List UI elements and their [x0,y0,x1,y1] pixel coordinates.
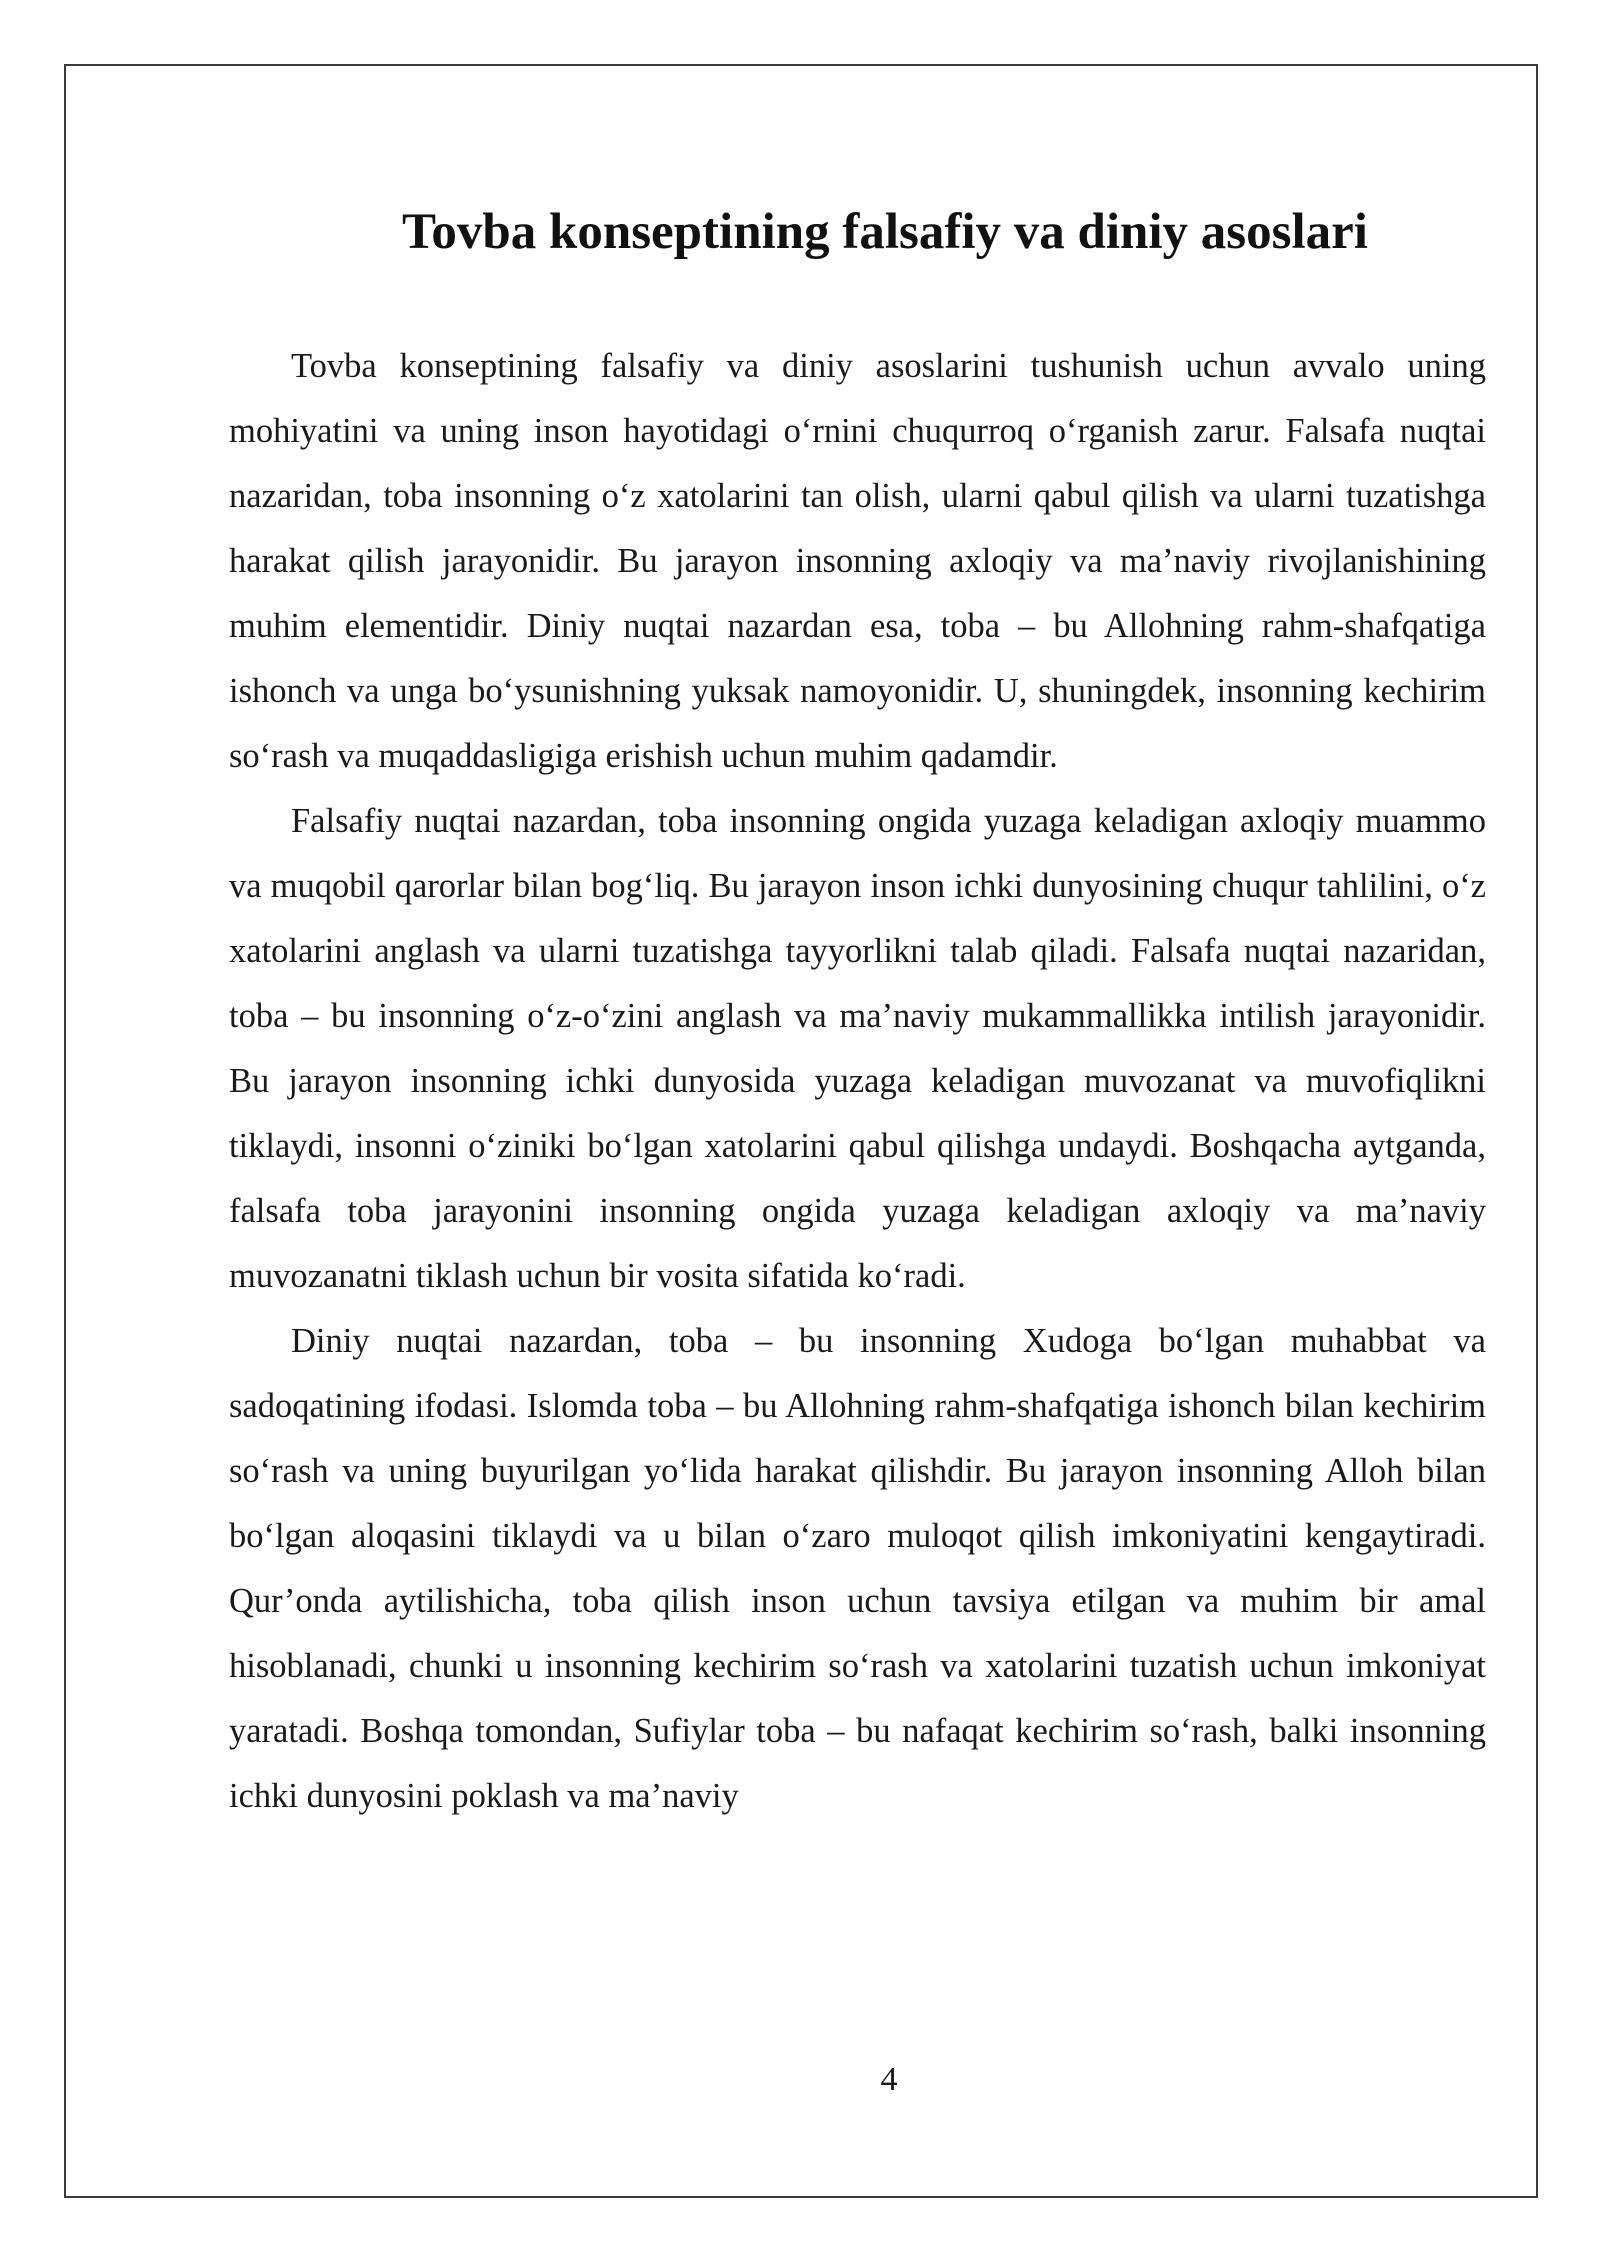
paragraph-3: Diniy nuqtai nazardan, toba – bu insonning Xudoga bo‘lgan muhabbat va sadoqatining ifodasi. Islomda toba – bu Allohning rahm-shafqatiga ishonch bilan kechirim so‘rash va uning buyurilgan yo‘lida harakat qilishdir. Bu jarayon insonning Alloh bilan bo‘lgan aloqasini tiklaydi va u bilan o‘zaro muloqot qilish imkoniyatini kengaytiradi. Qur’onda aytilishicha, toba qilish inson uchun tavsiya etilgan va muhim bir amal hisoblanadi, chunki u insonning kechirim so‘rash va xatolarini tuzatish uchun imkoniyat yaratadi. Boshqa tomondan, Sufiylar toba – bu nafaqat kechirim so‘rash, balki insonning ichki dunyosini poklash va ma’naviy [229,1322,1486,1815]
page-number: 4 [880,2061,898,2098]
body-text [229,334,1486,1829]
paragraph-1: Tovba konseptining falsafiy va diniy asoslarini tushunish uchun avvalo uning mohiyatini va uning inson hayotidagi o‘rnini chuqurroq o‘rganish zarur. Falsafa nuqtai nazaridan, toba insonning o‘z xatolarini tan olish, ularni qabul qilish va ularni tuzatishga harakat qilish jarayonidir. Bu jarayon insonning axloqiy va ma’naviy rivojlanishining muhim elementidir. Diniy nuqtai nazardan esa, toba – bu Allohning rahm-shafqatiga ishonch va unga bo‘ysunishning yuksak namoyonidir. U, shuningdek, insonning kechirim so‘rash va muqaddasligiga erishish uchun muhim qadamdir. [229,347,1486,775]
page-title: Tovba konseptining falsafiy va diniy asoslari [402,204,1368,260]
paragraph-2: Falsafiy nuqtai nazardan, toba insonning ongida yuzaga keladigan axloqiy muammo va muqobil qarorlar bilan bog‘liq. Bu jarayon inson ichki dunyosining chuqur tahlilini, o‘z xatolarini anglash va ularni tuzatishga tayyorlikni talab qiladi. Falsafa nuqtai nazaridan, toba – bu insonning o‘z-o‘zini anglash va ma’naviy mukammallikka intilish jarayonidir. Bu jarayon insonning ichki dunyosida yuzaga keladigan muvozanat va muvofiqlikni tiklaydi, insonni o‘ziniki bo‘lgan xatolarini qabul qilishga undaydi. Boshqacha aytganda, falsafa toba jarayonini insonning ongida yuzaga keladigan axloqiy va ma’naviy muvozanatni tiklash uchun bir vosita sifatida ko‘radi. [229,802,1486,1295]
